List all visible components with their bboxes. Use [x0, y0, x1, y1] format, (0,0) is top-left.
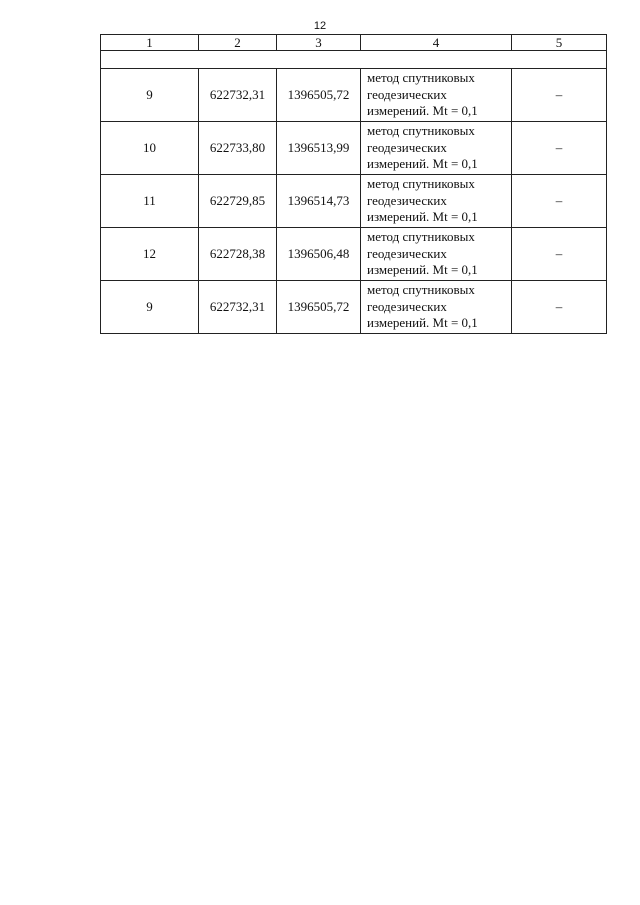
- x-coordinate-cell: 622729,85: [199, 175, 277, 228]
- table-row: [101, 281, 607, 334]
- page-number: 12: [313, 20, 327, 32]
- blank-cell: [101, 51, 607, 69]
- table-header-row: [101, 35, 607, 51]
- method-cell: [361, 281, 512, 334]
- method-cell: [361, 175, 512, 228]
- method-line: метод спутниковых: [367, 282, 475, 298]
- note-cell: –: [512, 175, 607, 228]
- point-number-cell: 9: [101, 281, 199, 334]
- x-coordinate-cell: 622733,80: [199, 122, 277, 175]
- note-cell: –: [512, 122, 607, 175]
- blank-separator-row: [101, 51, 607, 69]
- note-cell: –: [512, 69, 607, 122]
- method-cell: [361, 122, 512, 175]
- note-cell: –: [512, 228, 607, 281]
- point-number-cell: 11: [101, 175, 199, 228]
- column-header-4: 4: [361, 35, 512, 51]
- column-header-3: 3: [277, 35, 361, 51]
- point-number-cell: 12: [101, 228, 199, 281]
- x-coordinate-cell: 622732,31: [199, 69, 277, 122]
- coordinates-table: [100, 34, 607, 334]
- y-coordinate-cell: 1396506,48: [277, 228, 361, 281]
- table-row: [101, 69, 607, 122]
- method-line: метод спутниковых: [367, 123, 475, 139]
- method-line: измерений. Mt = 0,1: [367, 156, 478, 172]
- method-line: геодезических: [367, 139, 447, 155]
- x-coordinate-cell: 622728,38: [199, 228, 277, 281]
- method-cell: [361, 69, 512, 122]
- method-cell: [361, 228, 512, 281]
- method-line: геодезических: [367, 245, 447, 261]
- y-coordinate-cell: 1396513,99: [277, 122, 361, 175]
- column-header-1: 1: [101, 35, 199, 51]
- point-number-cell: 9: [101, 69, 199, 122]
- method-line: метод спутниковых: [367, 176, 475, 192]
- table-row: [101, 228, 607, 281]
- y-coordinate-cell: 1396514,73: [277, 175, 361, 228]
- method-line: измерений. Mt = 0,1: [367, 103, 478, 119]
- table-row: [101, 175, 607, 228]
- y-coordinate-cell: 1396505,72: [277, 281, 361, 334]
- x-coordinate-cell: 622732,31: [199, 281, 277, 334]
- note-cell: –: [512, 281, 607, 334]
- method-line: метод спутниковых: [367, 229, 475, 245]
- method-line: геодезических: [367, 192, 447, 208]
- column-header-2: 2: [199, 35, 277, 51]
- method-line: метод спутниковых: [367, 70, 475, 86]
- method-line: геодезических: [367, 298, 447, 314]
- table-row: [101, 122, 607, 175]
- method-line: измерений. Mt = 0,1: [367, 209, 478, 225]
- method-line: измерений. Mt = 0,1: [367, 315, 478, 331]
- method-line: геодезических: [367, 86, 447, 102]
- point-number-cell: 10: [101, 122, 199, 175]
- column-header-5: 5: [512, 35, 607, 51]
- y-coordinate-cell: 1396505,72: [277, 69, 361, 122]
- method-line: измерений. Mt = 0,1: [367, 262, 478, 278]
